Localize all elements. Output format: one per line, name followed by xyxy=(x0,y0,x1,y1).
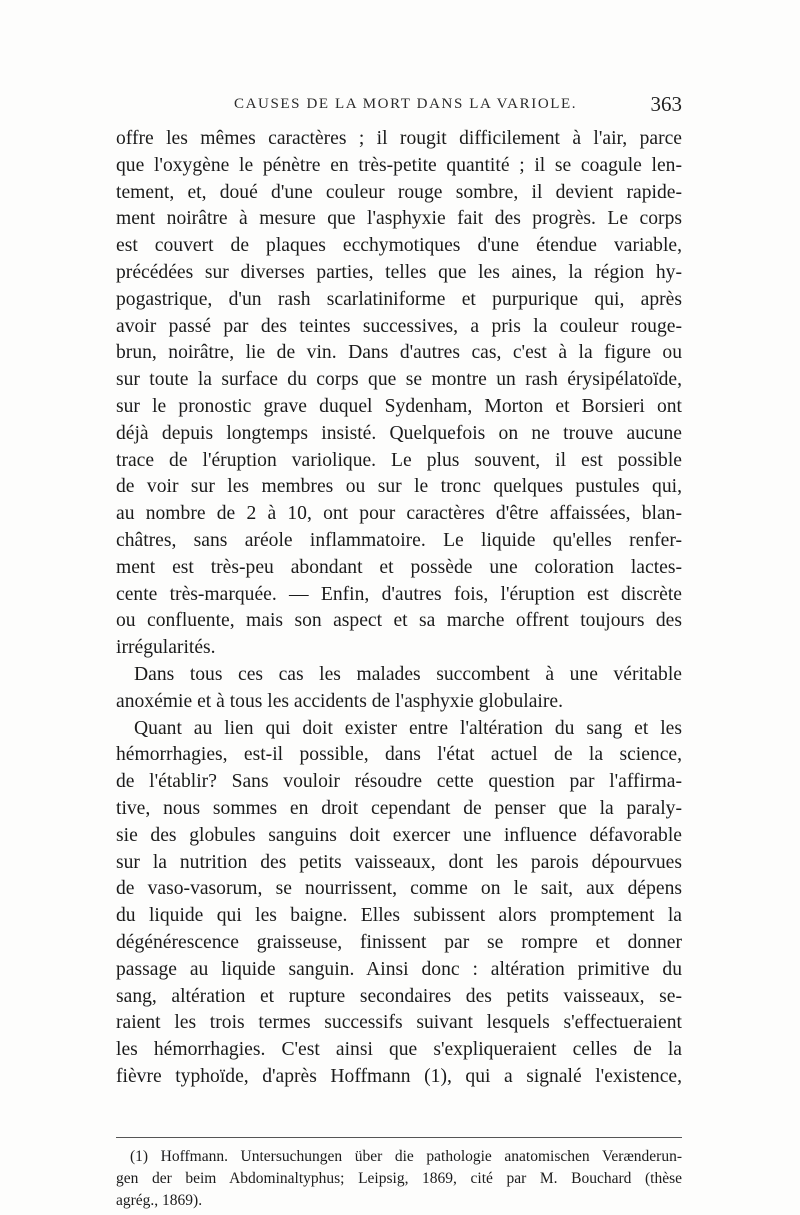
text-line: que l'oxygène le pénètre en très-petite quantité ; il se coagule len- xyxy=(116,154,682,176)
text-line: cente très-marquée. — Enfin, d'autres fois, l'éruption est discrète xyxy=(116,583,682,605)
page-number: 363 xyxy=(650,92,682,116)
text-line: ment noirâtre à mesure que l'asphyxie fait des progrès. Le corps xyxy=(116,208,682,230)
text-line: sur toute la surface du corps que se montre un rash érysipélatoïde, xyxy=(116,369,682,391)
text-line: offre les mêmes caractères ; il rougit difficilement à l'air, parce xyxy=(116,128,682,149)
text-line: irrégularités. xyxy=(116,637,216,659)
text-line: Dans tous ces cas les malades succombent à une véritable xyxy=(134,663,682,685)
text-line: précédées sur diverses parties, telles que les aines, la région hy- xyxy=(116,261,682,283)
text-line: sur la nutrition des petits vaisseaux, dont les parois dépourvues xyxy=(116,851,682,873)
text-line: de voir sur les membres ou sur le tronc quelques pustules qui, xyxy=(116,476,682,498)
footnote-line: agrég., 1869). xyxy=(116,1192,203,1209)
text-line: anoxémie et à tous les accidents de l'asphyxie globulaire. xyxy=(116,690,563,712)
text-line: au nombre de 2 à 10, ont pour caractères d'être affaissées, blan- xyxy=(116,503,682,525)
text-line: trace de l'éruption variolique. Le plus souvent, il est possible xyxy=(116,449,682,471)
body-text xyxy=(116,126,682,1091)
text-line: sur le pronostic grave duquel Sydenham, Morton et Borsieri ont xyxy=(116,395,682,417)
text-line: avoir passé par des teintes successives, a pris la couleur rouge- xyxy=(116,315,682,337)
text-line: hémorrhagies, est-il possible, dans l'état actuel de la science, xyxy=(116,744,682,766)
text-line: châtres, sans aréole inflammatoire. Le liquide qu'elles renfer- xyxy=(116,529,682,551)
page-header xyxy=(116,92,682,122)
text-line: de vaso-vasorum, se nourrissent, comme on le sait, aux dépens xyxy=(116,878,682,900)
text-line: déjà depuis longtemps insisté. Quelquefois on ne trouve aucune xyxy=(116,422,682,444)
text-line: du liquide qui les baigne. Elles subissent alors promptement la xyxy=(116,905,682,927)
text-line: tement, et, doué d'une couleur rouge sombre, il devient rapide- xyxy=(116,181,682,203)
text-line: les hémorrhagies. C'est ainsi que s'expliqueraient celles de la xyxy=(116,1039,682,1061)
text-line: sie des globules sanguins doit exercer une influence défavorable xyxy=(116,824,682,846)
text-line: fièvre typhoïde, d'après Hoffmann (1), qui a signalé l'existence, xyxy=(116,1065,682,1087)
text-line: pogastrique, d'un rash scarlatiniforme et purpurique qui, après xyxy=(116,288,682,310)
running-head: CAUSES DE LA MORT DANS LA VARIOLE. xyxy=(234,96,578,112)
text-line: de l'établir? Sans vouloir résoudre cette question par l'affirma- xyxy=(116,771,682,793)
footnote-rule xyxy=(116,1137,682,1138)
text-line: dégénérescence graisseuse, finissent par se rompre et donner xyxy=(116,931,682,953)
footnote-line: gen der beim Abdominaltyphus; Leipsig, 1869, cité par M. Bouchard (thèse xyxy=(116,1170,682,1187)
text-line: brun, noirâtre, lie de vin. Dans d'autres cas, c'est à la figure ou xyxy=(116,342,682,364)
text-line: ment est très-peu abondant et possède une coloration lactes- xyxy=(116,556,682,578)
text-line: sang, altération et rupture secondaires des petits vaisseaux, se- xyxy=(116,985,682,1007)
text-line: raient les trois termes successifs suivant lesquels s'effectueraient xyxy=(116,1012,682,1034)
text-line: ou confluente, mais son aspect et sa marche offrent toujours des xyxy=(116,610,682,632)
text-line: passage au liquide sanguin. Ainsi donc : altération primitive du xyxy=(116,958,682,980)
text-line: tive, nous sommes en droit cependant de penser que la paraly- xyxy=(116,797,682,819)
footnotes xyxy=(116,1146,682,1212)
text-line: Quant au lien qui doit exister entre l'altération du sang et les xyxy=(134,717,682,739)
footnote-line: (1) Hoffmann. Untersuchungen über die pathologie anatomischen Verænderun- xyxy=(130,1148,682,1165)
text-line: est couvert de plaques ecchymotiques d'une étendue variable, xyxy=(116,235,682,257)
